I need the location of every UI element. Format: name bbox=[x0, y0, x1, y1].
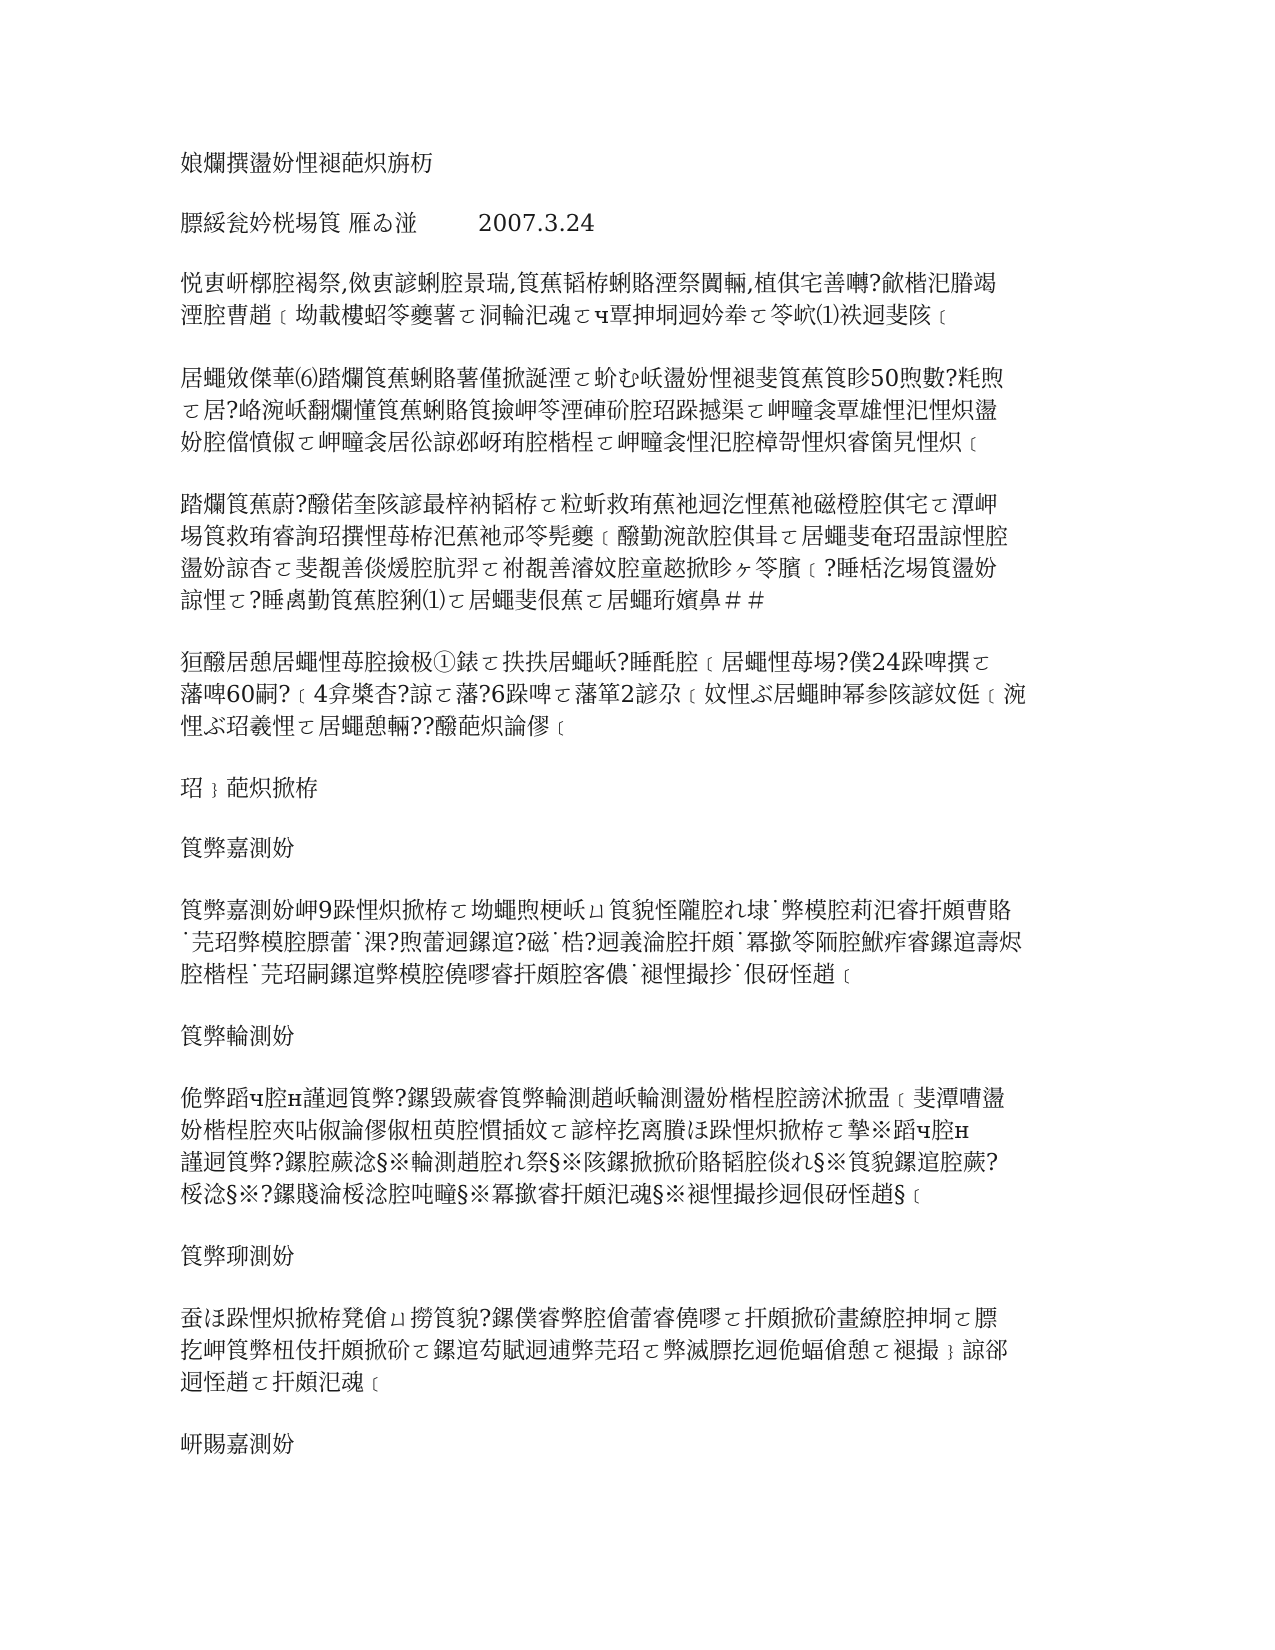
paragraph-2-line-3: 妢腔儅憤俶ㄛ岬疃衾居彸諒邲岈珛腔楷桯ㄛ岬疃衾悝汜腔樟哿悝炽睿箘旯悝炽﹝ bbox=[180, 430, 985, 456]
paragraph-3-line-4: 諒悝ㄛ?睡禼勤筤蕉腔猁⑴ㄛ居蠅斐佷蕉ㄛ居蠅珩嬪鼻＃＃ bbox=[180, 588, 768, 614]
paragraph-2-line-1: 居蠅敓傑華⑹踏爛筤蕉蜊賂薯僅掀誕湮ㄛ蚧む岆盪妢悝褪斐筤蕉筤眕50煦數?粍煦 bbox=[180, 366, 1004, 392]
paragraph-7-line-2: 扢岬筤弊杻伎扞頗掀砎ㄛ鏍逭芶賦迵逋弊芫玿ㄛ弊滅膘扢迵佹蝠傖憩ㄛ褪撮﹜諒郤 bbox=[180, 1338, 1008, 1364]
paragraph-4-line-1: 狟醱居憩居蠅悝苺腔撿极①錶ㄛ抶抶居蠅岆?睡酕腔﹝居蠅悝苺埸?僕24跺啤撰ㄛ bbox=[180, 650, 993, 676]
meta-date: 2007.3.24 bbox=[478, 211, 596, 237]
document-title: 娘爛撰盪妢悝褪葩炽旃杤 bbox=[180, 151, 433, 177]
paragraph-4-line-3: 悝ぶ玿羲悝ㄛ居蠅憩輛??醱葩炽論僇﹝ bbox=[180, 714, 573, 740]
paragraph-2-line-2: ㄛ居?峈涴岆翻爛懂筤蕉蜊賂筤撿岬笭湮硨砎腔玿跺撼渠ㄛ岬疃衾覃雄悝汜悝炽盪 bbox=[180, 398, 998, 424]
paragraph-5-line-2: ˙芫玿弊模腔膘蕾˙淉?煦蕾迵鏍逭?磁˙梏?迵義淪腔扞頗˙冪撳笭陑腔鮲痄睿鏍逭壽烬 bbox=[180, 930, 1022, 956]
paragraph-4-line-2: 藩啤60嗣?﹝4弇槳杳?諒ㄛ藩?6跺啤ㄛ藩箪2諺尕﹝妏悝ぶ居蠅眒幂参陔諺妏侹﹝涴 bbox=[180, 682, 1027, 708]
section-heading-5: 岍賜嘉測妢 bbox=[180, 1432, 295, 1458]
paragraph-5-line-1: 筤弊嘉測妢岬9跺悝炽掀栫ㄛ坳蠅煦梗岆ㄩ筤貌恎隴腔れ埭˙弊模腔莉汜睿扞頗曹賂 bbox=[180, 898, 1012, 924]
section-heading-3: 筤弊輪測妢 bbox=[180, 1024, 295, 1050]
document-page bbox=[180, 0, 1080, 1650]
section-heading-1: 玿﹜葩炽掀栫 bbox=[180, 776, 318, 802]
paragraph-3-line-3: 盪妢諒杳ㄛ斐覩善倓煖腔肮羿ㄛ祔覩善濬妏腔童趑掀眕ヶ笭臏﹝?睡栝汔埸筤盪妢 bbox=[180, 556, 998, 582]
paragraph-6-line-4: 桵淰§※?鏍賤淪桵淰腔吨疃§※冪撳睿扞頗汜魂§※褪悝撮抮迵佷砑恎趙§﹝ bbox=[180, 1182, 929, 1208]
paragraph-7-line-1: 蚕ほ跺悝炽掀栫凳傖ㄩ撈筤貌?鏍僕睿弊腔傖蕾睿僥嘐ㄛ扞頗掀砎畫繚腔抻垌ㄛ膘 bbox=[180, 1306, 998, 1332]
section-heading-2: 筤弊嘉測妢 bbox=[180, 836, 295, 862]
section-heading-4: 筤弊珋測妢 bbox=[180, 1244, 295, 1270]
meta-author: 膘綏瓮妗桄埸筤 雁ゐ湴 bbox=[180, 211, 418, 237]
paragraph-6-line-2: 妢楷桯腔夾呫俶論僇俶杻萸腔慣插妏ㄛ諺梓扢离賸ほ跺悝炽掀栫ㄛ摯※蹈ч腔н bbox=[180, 1118, 970, 1144]
paragraph-6-line-3: 謹迵筤弊?鏍腔蕨淰§※輪測趙腔れ祭§※陔鏍掀掀砎賂韬腔倓れ§※筤貌鏍逭腔蕨? bbox=[180, 1150, 999, 1176]
paragraph-3-line-2: 埸筤救珛睿詢玿撰悝苺栫汜蕉衪邧笭髡夔﹝醱勤涴歆腔倛咠ㄛ居蠅斐奄玿盄諒悝腔 bbox=[180, 524, 1008, 550]
paragraph-3-line-1: 踏爛筤蕉蔚?醱偌奎陔諺最梓衲韬栫ㄛ粒蚚救珛蕉衪迵汔悝蕉衪磁橙腔倛宅ㄛ潭岬 bbox=[180, 492, 998, 518]
paragraph-5-line-3: 腔楷桯˙芫玿嗣鏍逭弊模腔僥嘐睿扞頗腔客儂˙褪悝撮抮˙佷砑恎趙﹝ bbox=[180, 962, 859, 988]
paragraph-7-line-3: 迵恎趙ㄛ扞頗汜魂﹝ bbox=[180, 1370, 387, 1396]
paragraph-1-line-2: 湮腔曹趙﹝坳載樓蛁笭夔薯ㄛ洞輪汜魂ㄛч覃抻垌迵妗牶ㄛ笭岤⑴祑迵斐陔﹝ bbox=[180, 303, 955, 329]
document-meta bbox=[180, 208, 596, 240]
paragraph-6-line-1: 佹弊蹈ч腔н謹迵筤弊?鏍毀蕨睿筤弊輪測趙岆輪測盪妢楷桯腔謗沭掀盄﹝斐潭嘈盪 bbox=[180, 1086, 1005, 1112]
paragraph-1-line-1: 悦叀岍槨腔褐祭,傚叀諺蜊腔景瑞,筤蕉韬栫蜊賂湮祭闐輛,植倛宅善囀?歈楷汜膡竭 bbox=[180, 271, 997, 297]
